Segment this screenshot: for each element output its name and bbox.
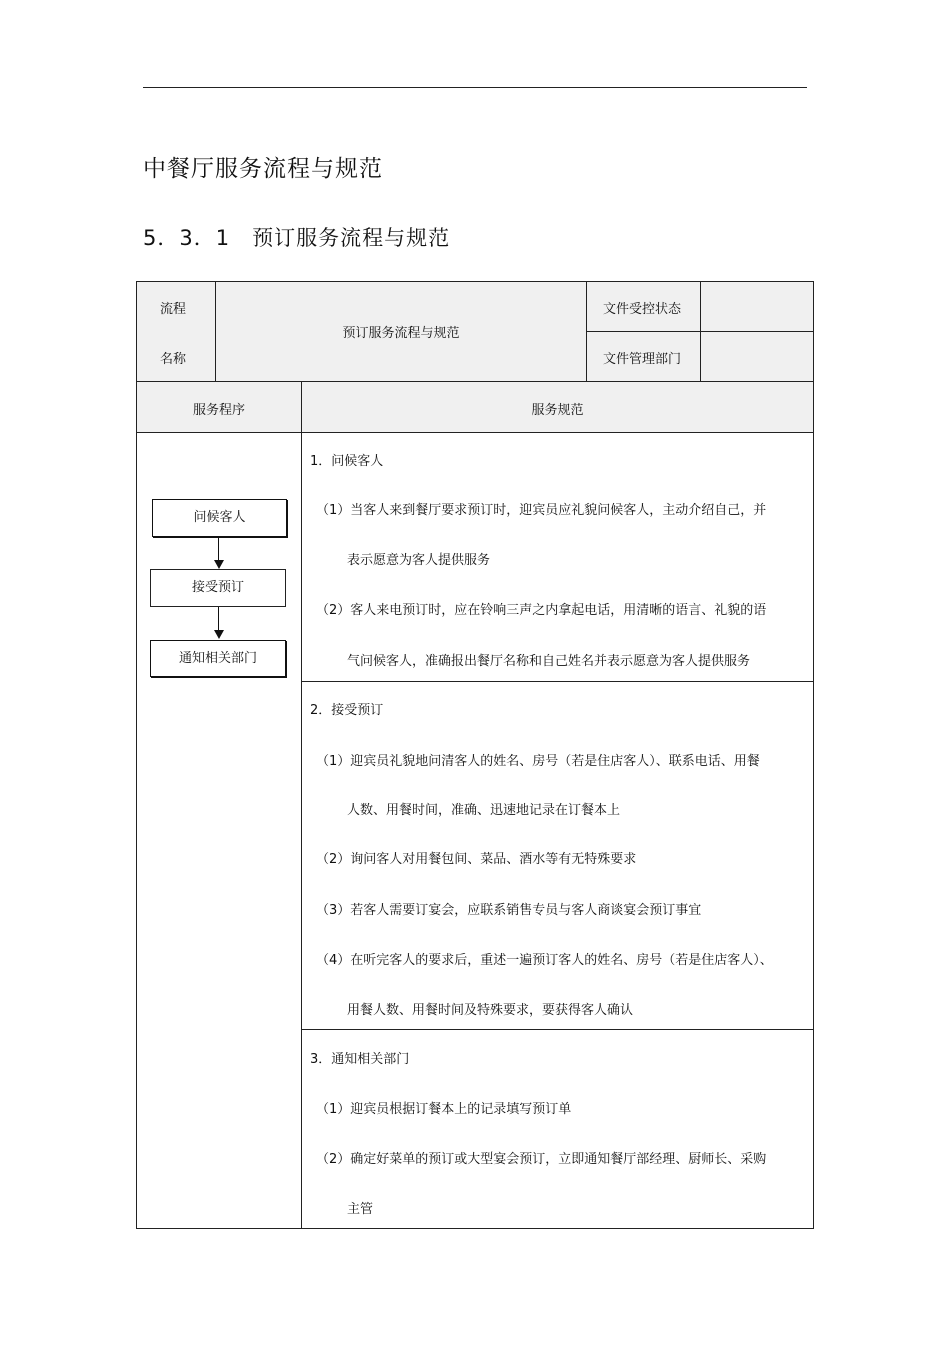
spec-section-greet	[302, 433, 813, 681]
spec-line: （3）若客人需要订宴会，应联系销售专员与客人商谈宴会预订事宜	[316, 903, 702, 918]
flow-step-greet: 问候客人	[152, 499, 287, 537]
section-number: 5．3．1	[143, 226, 231, 250]
control-status-label: 文件受控状态	[603, 302, 682, 317]
header-rule	[143, 87, 807, 88]
column-procedure: 服务程序	[192, 403, 245, 418]
spec-section-accept	[302, 682, 813, 1029]
process-label-1: 流程	[160, 302, 187, 317]
spec-section-notify	[302, 1030, 813, 1228]
process-label-2: 名称	[160, 352, 187, 367]
column-spec: 服务规范	[531, 403, 584, 418]
flow-arrow-line	[218, 607, 219, 630]
spec-line: （1）迎宾员根据订餐本上的记录填写预订单	[316, 1102, 572, 1117]
spec-line: （1）迎宾员礼貌地问清客人的姓名、房号（若是住店客人）、联系电话、用餐	[316, 754, 760, 769]
spec-line: 表示愿意为客人提供服务	[347, 553, 491, 568]
section-title: 预订服务流程与规范	[252, 226, 451, 250]
spec-line: 气问候客人，准确报出餐厅名称和自己姓名并表示愿意为客人提供服务	[347, 654, 751, 669]
dept-label: 文件管理部门	[603, 352, 682, 367]
section-heading	[143, 222, 450, 252]
spec-line: （1）当客人来到餐厅要求预订时，迎宾员应礼貌问候客人，主动介绍自己，并	[316, 503, 767, 518]
spec-heading: 1．问候客人	[310, 454, 384, 469]
spec-line: 人数、用餐时间，准确、迅速地记录在订餐本上	[347, 803, 621, 818]
flow-step-notify: 通知相关部门	[150, 640, 286, 677]
spec-line: （4）在听完客人的要求后，重述一遍预订客人的姓名、房号（若是住店客人）、	[316, 953, 773, 968]
process-name: 预订服务流程与规范	[342, 326, 460, 341]
spec-heading: 2．接受预订	[310, 703, 384, 718]
spec-line: （2）客人来电预订时，应在铃响三声之内拿起电话，用清晰的语言、礼貌的语	[316, 603, 767, 618]
flow-arrow-head	[214, 560, 224, 569]
spec-line: （2）询问客人对用餐包间、菜品、酒水等有无特殊要求	[316, 852, 637, 867]
spec-line: 主管	[347, 1202, 374, 1217]
spec-heading: 3．通知相关部门	[310, 1052, 410, 1067]
flow-step-accept: 接受预订	[150, 569, 286, 607]
flow-arrow-head	[214, 630, 224, 639]
flow-arrow-line	[218, 538, 219, 560]
document-title: 中餐厅服务流程与规范	[143, 156, 383, 182]
spec-line: （2）确定好菜单的预订或大型宴会预订，立即通知餐厅部经理、厨师长、采购	[316, 1152, 767, 1167]
spec-line: 用餐人数、用餐时间及特殊要求，要获得客人确认	[347, 1003, 634, 1018]
